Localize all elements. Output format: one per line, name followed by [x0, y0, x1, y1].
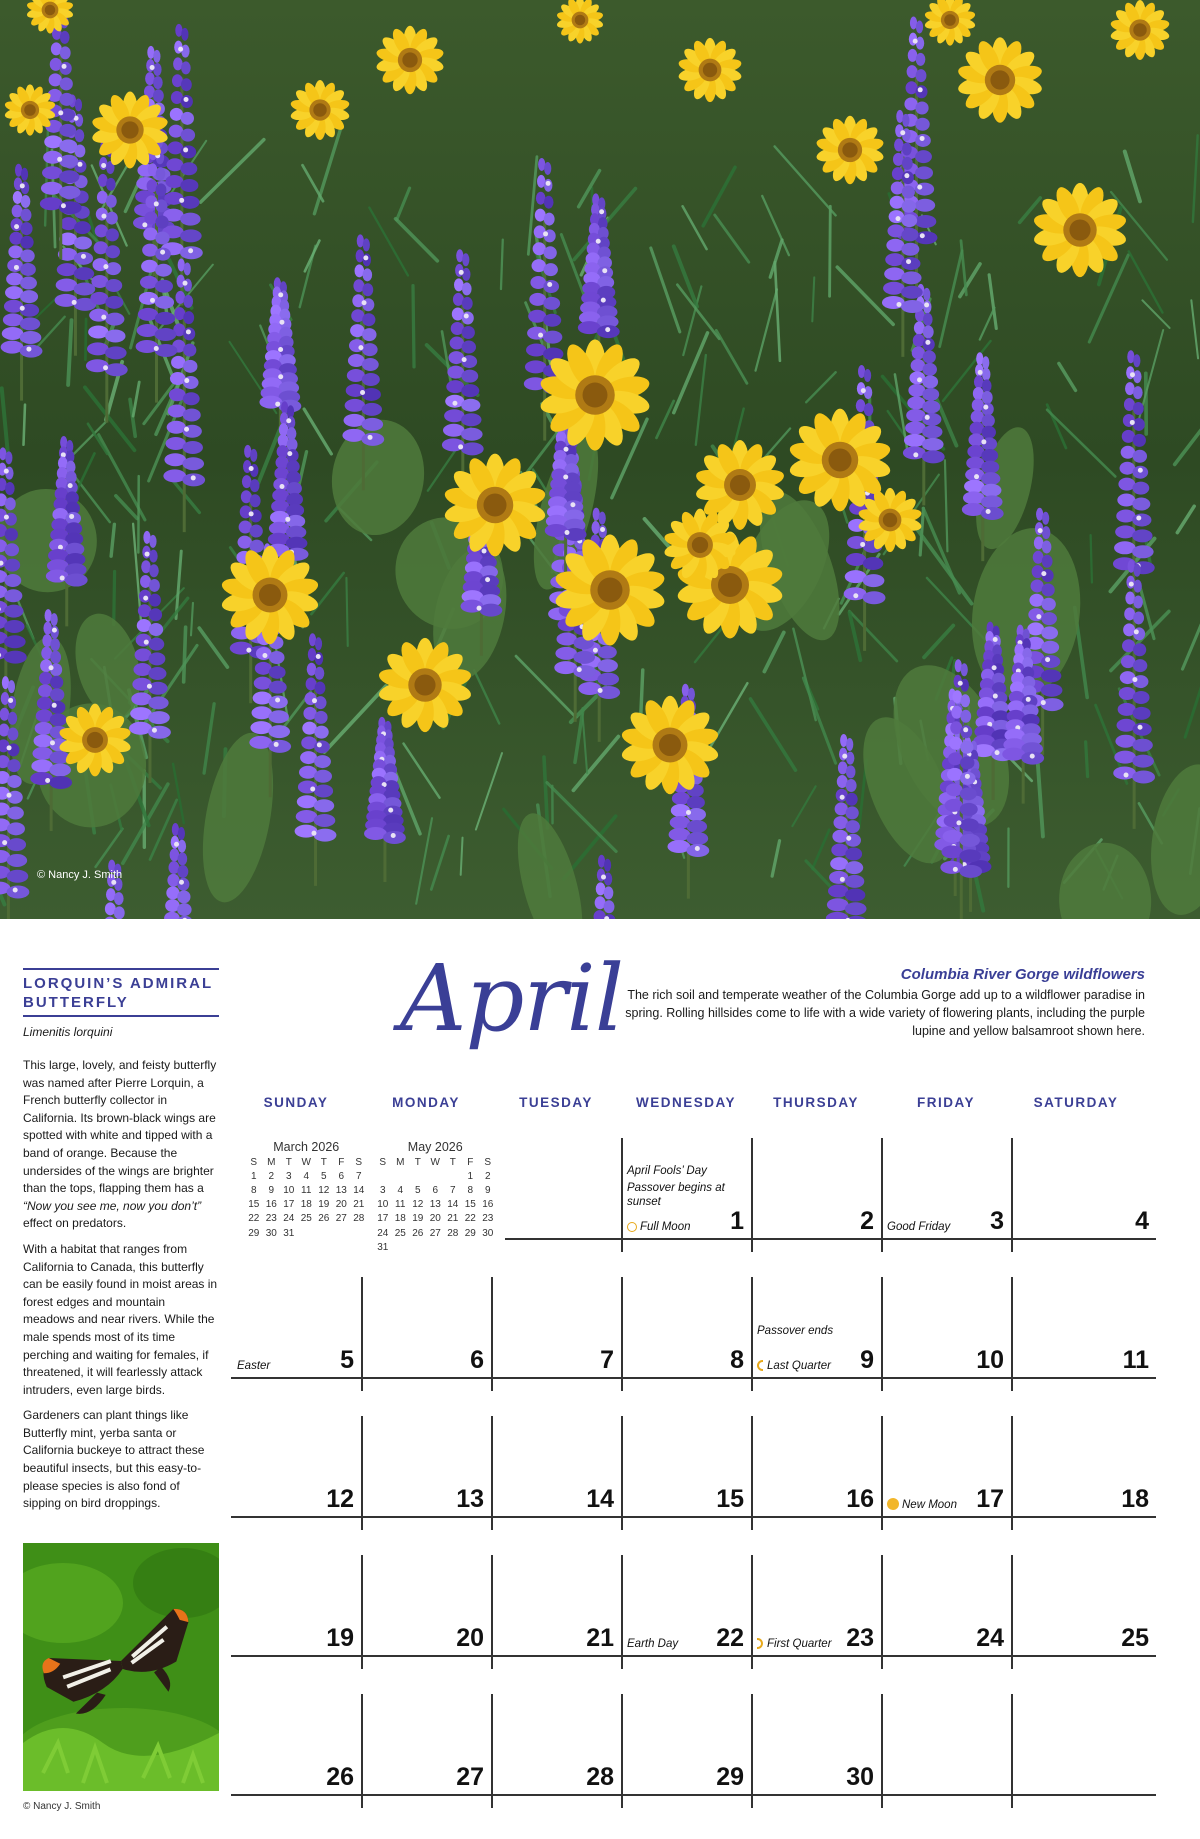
- day-number: 11: [1122, 1346, 1149, 1374]
- mini-calendar-day: [444, 1240, 462, 1254]
- mini-calendar-table: [374, 1155, 497, 1254]
- mini-calendar-weekday: S: [484, 1156, 492, 1168]
- sidebar-paragraph-2: With a habitat that ranges from California to Canada, this butterfly can be easily found in moist areas in forest edges and mountain meadows and near rivers. While the male spends most of its time perching and waiting for females, if threatened, it will fearlessly attack intruders, even large birds.: [23, 1241, 218, 1397]
- day-number: 3: [990, 1207, 1004, 1235]
- mini-calendar-day: 25: [394, 1227, 406, 1239]
- mini-calendar-weekday: T: [285, 1156, 292, 1168]
- week-divider: [231, 1516, 1156, 1518]
- mini-calendar-day: 31: [283, 1227, 295, 1239]
- mini-calendar-weekday: F: [467, 1156, 474, 1168]
- mini-calendar-day: 18: [300, 1199, 312, 1211]
- day-cell-12[interactable]: [231, 1416, 361, 1516]
- mini-calendar-day: [333, 1226, 351, 1240]
- mini-calendar-day: 29: [464, 1227, 476, 1239]
- day-number: 16: [846, 1485, 874, 1513]
- mini-calendar-day: 30: [482, 1227, 494, 1239]
- day-cell-13[interactable]: [361, 1416, 491, 1516]
- day-cell-21[interactable]: [491, 1555, 621, 1655]
- mini-calendar-day: 16: [265, 1199, 277, 1211]
- mini-calendar-march: [245, 1140, 368, 1240]
- mini-calendar-title: May 2026: [407, 1140, 463, 1154]
- day-cell-2[interactable]: [751, 1138, 881, 1238]
- mini-calendar-day: 7: [449, 1184, 456, 1196]
- day-cell-25[interactable]: [1011, 1555, 1156, 1655]
- day-note: [887, 1221, 950, 1233]
- mini-calendar-week-row: [374, 1169, 497, 1183]
- mini-calendar-day: 12: [412, 1199, 424, 1211]
- mini-calendar-table: [245, 1155, 368, 1240]
- day-cell-20[interactable]: [361, 1555, 491, 1655]
- day-cell-18[interactable]: [1011, 1416, 1156, 1516]
- day-cell-14[interactable]: [491, 1416, 621, 1516]
- photo-credit: © Nancy J. Smith: [37, 869, 123, 881]
- mini-calendar-day: [392, 1169, 410, 1183]
- mini-calendar-day: 10: [283, 1184, 295, 1196]
- day-cell-6[interactable]: [361, 1277, 491, 1377]
- week-divider: [231, 1794, 1156, 1796]
- month-title: April: [400, 945, 624, 1052]
- mini-calendar-day: 15: [464, 1199, 476, 1211]
- weekday-thursday: THURSDAY: [773, 1095, 859, 1110]
- sidebar-article: [23, 968, 219, 1521]
- mini-calendar-day: 17: [283, 1199, 295, 1211]
- mini-calendar-day: [392, 1240, 410, 1254]
- mini-calendar-day: [427, 1240, 445, 1254]
- mini-calendar-day: 8: [467, 1184, 474, 1196]
- mini-calendar-day: 13: [335, 1184, 347, 1196]
- mini-calendar-week-row: [245, 1212, 368, 1226]
- mini-calendar-day: 3: [285, 1170, 292, 1182]
- mini-calendar-day: 28: [353, 1213, 365, 1225]
- mini-calendar-header-row: [245, 1155, 368, 1169]
- week-divider: [231, 1655, 1156, 1657]
- day-number: 28: [586, 1763, 614, 1791]
- day-cell-26[interactable]: [231, 1694, 361, 1794]
- day-number: 10: [976, 1346, 1004, 1374]
- mini-calendar-may: [374, 1140, 497, 1254]
- butterfly-photo: [23, 1543, 219, 1791]
- day-number: 24: [976, 1624, 1004, 1652]
- event-label: April Fools’ Day: [627, 1165, 707, 1177]
- day-cell-7[interactable]: [491, 1277, 621, 1377]
- mini-calendar-day: 26: [318, 1213, 330, 1225]
- mini-calendar-header-row: [374, 1155, 497, 1169]
- mini-calendar-weekday: W: [430, 1156, 440, 1168]
- mini-calendar-week-row: [374, 1198, 497, 1212]
- mini-calendar-day: 10: [377, 1199, 389, 1211]
- new-moon-icon: [887, 1498, 899, 1510]
- mini-calendar-weekday: S: [250, 1156, 258, 1168]
- day-number: 27: [456, 1763, 484, 1791]
- feature-title: Columbia River Gorge wildflowers: [900, 966, 1145, 983]
- day-cell-19[interactable]: [231, 1555, 361, 1655]
- day-note: [627, 1221, 691, 1233]
- mini-calendar-day: 28: [447, 1227, 459, 1239]
- day-number: 15: [716, 1485, 744, 1513]
- mini-calendar-day: 8: [250, 1184, 257, 1196]
- day-events: [757, 1324, 857, 1341]
- day-number: 19: [326, 1624, 354, 1652]
- day-cell-22[interactable]: [621, 1555, 751, 1655]
- day-cell-17[interactable]: [881, 1416, 1011, 1516]
- mini-calendar-week-row: [245, 1169, 368, 1183]
- note-label: Good Friday: [887, 1221, 951, 1233]
- day-number: 1: [730, 1207, 744, 1235]
- day-cell-23[interactable]: [751, 1555, 881, 1655]
- mini-calendar-day: 14: [447, 1199, 459, 1211]
- day-cell-28[interactable]: [491, 1694, 621, 1794]
- mini-calendar-weekday: T: [414, 1156, 421, 1168]
- note-label: Full Moon: [640, 1221, 691, 1233]
- day-number: 14: [586, 1485, 614, 1513]
- mini-calendar-day: 11: [395, 1199, 406, 1211]
- mini-calendar-day: 19: [412, 1213, 424, 1225]
- day-number: 5: [340, 1346, 354, 1374]
- day-number: 23: [846, 1624, 874, 1652]
- weekday-friday: FRIDAY: [916, 1095, 975, 1110]
- day-number: 4: [1135, 1207, 1149, 1235]
- mini-calendar-day: 16: [482, 1199, 494, 1211]
- note-label: Last Quarter: [767, 1360, 831, 1372]
- weekday-wednesday: WEDNESDAY: [635, 1095, 737, 1110]
- week-divider: [505, 1238, 1156, 1240]
- day-number: 25: [1121, 1624, 1149, 1652]
- day-divider: [881, 1694, 883, 1808]
- mini-calendar-day: 26: [412, 1227, 424, 1239]
- mini-calendar-weekday: F: [338, 1156, 345, 1168]
- note-label: Earth Day: [627, 1638, 679, 1650]
- mini-calendar-day: 5: [414, 1184, 421, 1196]
- last-quarter-moon-icon: [757, 1360, 763, 1371]
- mini-calendar-weekday: S: [355, 1156, 363, 1168]
- scientific-name: Limenitis lorquini: [23, 1025, 113, 1039]
- mini-calendar-day: 31: [377, 1241, 389, 1253]
- mini-calendar-day: 6: [338, 1170, 345, 1182]
- mini-calendar-day: 1: [250, 1170, 257, 1182]
- day-number: 12: [326, 1485, 354, 1513]
- day-note: [627, 1638, 678, 1650]
- first-quarter-moon-icon: [757, 1638, 763, 1649]
- day-cell-10[interactable]: [881, 1277, 1011, 1377]
- mini-calendar-day: 21: [353, 1199, 365, 1211]
- mini-calendar-day: 20: [429, 1213, 441, 1225]
- mini-calendar-day: 21: [447, 1213, 459, 1225]
- day-cell-4[interactable]: [1011, 1138, 1156, 1238]
- mini-calendar-week-row: [245, 1183, 368, 1197]
- day-cell-9[interactable]: [751, 1277, 881, 1377]
- mini-calendar-weekday: M: [267, 1156, 276, 1168]
- day-cell-16[interactable]: [751, 1416, 881, 1516]
- event-label: Passover begins at sunset: [627, 1182, 725, 1208]
- day-cell-24[interactable]: [881, 1555, 1011, 1655]
- mini-calendar-day: 20: [335, 1199, 347, 1211]
- weekday-monday: MONDAY: [392, 1095, 460, 1110]
- mini-calendar-week-row: [245, 1198, 368, 1212]
- day-cell-30[interactable]: [751, 1694, 881, 1794]
- quote-text: “Now you see me, now you don’t”: [23, 1198, 202, 1213]
- mini-calendar-day: 3: [379, 1184, 386, 1196]
- sidebar-paragraph-3: Gardeners can plant things like Butterfly mint, yerba santa or California buckeye to attract these beautiful insects, but this easy-to-please species is also fond of sipping on bird droppings.: [23, 1408, 205, 1511]
- hero-photo-lupine-balsamroot: [0, 0, 1200, 919]
- mini-calendar-day: 4: [303, 1170, 310, 1182]
- mini-calendar-week-row: [374, 1183, 497, 1197]
- mini-calendar-weekday: M: [396, 1156, 405, 1168]
- day-cell-29[interactable]: [621, 1694, 751, 1794]
- day-cell-8[interactable]: [621, 1277, 751, 1377]
- mini-calendar-day: 4: [397, 1184, 404, 1196]
- mini-calendar-day: 9: [484, 1184, 491, 1196]
- mini-calendar-day: 18: [394, 1213, 406, 1225]
- mini-calendar-weekday: T: [320, 1156, 327, 1168]
- day-cell-3[interactable]: [881, 1138, 1011, 1238]
- mini-calendar-day: [444, 1169, 462, 1183]
- mini-calendar-day: 9: [268, 1184, 275, 1196]
- weekday-tuesday: TUESDAY: [519, 1095, 593, 1110]
- event-label: Passover ends: [757, 1325, 834, 1337]
- mini-calendar-day: 23: [482, 1213, 494, 1225]
- mini-calendar-day: [427, 1169, 445, 1183]
- butterfly-illustration: [23, 1543, 219, 1791]
- day-note: [757, 1360, 831, 1372]
- mini-calendar-day: 19: [318, 1199, 330, 1211]
- mini-calendar-day: [374, 1169, 392, 1183]
- weekday-sunday: SUNDAY: [263, 1095, 329, 1110]
- weekday-saturday: SATURDAY: [1033, 1095, 1119, 1110]
- mini-calendar-day: [409, 1169, 427, 1183]
- paragraph-text: effect on predators.: [23, 1216, 127, 1231]
- mini-calendar-day: 22: [248, 1213, 260, 1225]
- day-number: 22: [716, 1624, 744, 1652]
- day-number: 30: [846, 1763, 874, 1791]
- mini-calendar-day: 30: [265, 1227, 277, 1239]
- full-moon-icon: [627, 1222, 637, 1232]
- day-divider: [1011, 1694, 1013, 1808]
- sidebar-title: LORQUIN’S ADMIRAL BUTTERFLY: [23, 968, 219, 1017]
- mini-calendar-day: 13: [429, 1199, 441, 1211]
- day-cell-27[interactable]: [361, 1694, 491, 1794]
- day-note: [887, 1498, 957, 1511]
- day-cell-15[interactable]: [621, 1416, 751, 1516]
- day-cell-1[interactable]: [621, 1138, 751, 1238]
- mini-calendar-day: 7: [355, 1170, 362, 1182]
- mini-calendar-weekday: T: [449, 1156, 456, 1168]
- day-number: 13: [456, 1485, 484, 1513]
- mini-calendar-day: 15: [248, 1199, 260, 1211]
- mini-calendar-week-row: [374, 1226, 497, 1240]
- day-cell-5[interactable]: [231, 1277, 361, 1377]
- mini-calendar-day: 22: [464, 1213, 476, 1225]
- mini-calendar-day: 27: [335, 1213, 347, 1225]
- note-label: Easter: [237, 1360, 271, 1372]
- mini-calendar-day: 23: [265, 1213, 277, 1225]
- mini-calendar-weekday: W: [301, 1156, 311, 1168]
- day-number: 18: [1121, 1485, 1149, 1513]
- sidebar-paragraph-1: [23, 1057, 219, 1233]
- mini-calendar-day: 11: [301, 1184, 312, 1196]
- feature-description: The rich soil and temperate weather of the Columbia Gorge add up to a wildflower paradise in spring. Rolling hillsides come to life with a wide variety of flowering plants, including the purple lupine and yellow balsamroot shown here.: [625, 988, 1145, 1038]
- mini-calendar-week-row: [245, 1226, 368, 1240]
- mini-calendar-day: [298, 1226, 316, 1240]
- mini-calendar-day: 24: [283, 1213, 295, 1225]
- butterfly-photo-credit: © Nancy J. Smith: [23, 1801, 101, 1812]
- mini-calendar-day: 17: [377, 1213, 389, 1225]
- mini-calendar-title: March 2026: [273, 1140, 340, 1154]
- mini-calendar-weekday: S: [379, 1156, 387, 1168]
- mini-calendar-day: 5: [320, 1170, 327, 1182]
- day-number: 21: [586, 1624, 614, 1652]
- day-note: [237, 1360, 270, 1372]
- mini-calendar-day: 27: [429, 1227, 441, 1239]
- mini-calendar-day: [462, 1240, 480, 1254]
- day-number: 2: [860, 1207, 874, 1235]
- mini-calendar-day: 14: [353, 1184, 365, 1196]
- mini-calendar-day: 29: [248, 1227, 260, 1239]
- note-label: New Moon: [902, 1499, 957, 1511]
- mini-calendar-week-row: [374, 1240, 497, 1254]
- weekday-header-row: [231, 1095, 1136, 1113]
- week-divider: [231, 1377, 1156, 1379]
- day-number: 7: [600, 1346, 614, 1374]
- day-note: [757, 1638, 832, 1650]
- day-cell-11[interactable]: [1011, 1277, 1156, 1377]
- mini-calendar-day: [315, 1226, 333, 1240]
- mini-calendar-day: 25: [300, 1213, 312, 1225]
- day-events: [627, 1164, 727, 1212]
- mini-calendar-day: 12: [318, 1184, 330, 1196]
- day-number: 29: [716, 1763, 744, 1791]
- mini-calendar-day: 1: [467, 1170, 474, 1182]
- day-number: 6: [470, 1346, 484, 1374]
- day-number: 9: [860, 1346, 874, 1374]
- mini-calendar-day: 2: [268, 1170, 275, 1182]
- day-number: 26: [326, 1763, 354, 1791]
- day-number: 8: [730, 1346, 744, 1374]
- mini-calendar-day: 24: [377, 1227, 389, 1239]
- day-number: 17: [976, 1485, 1004, 1513]
- mini-calendar-day: 2: [484, 1170, 491, 1182]
- day-number: 20: [456, 1624, 484, 1652]
- mini-calendar-day: 6: [432, 1184, 439, 1196]
- mini-calendar-day: [350, 1226, 368, 1240]
- mini-calendar-day: [409, 1240, 427, 1254]
- paragraph-text: This large, lovely, and feisty butterfly was named after Pierre Lorquin, a French butterfly collector in California. Its brown-black wings are spotted with white and tipped with a band of orange. Because the undersides of the wings are brighter than the tops, flapping them has a: [23, 1058, 217, 1196]
- wildflower-illustration: [0, 0, 1200, 919]
- note-label: First Quarter: [767, 1638, 832, 1650]
- mini-calendar-day: [479, 1240, 497, 1254]
- mini-calendar-week-row: [374, 1212, 497, 1226]
